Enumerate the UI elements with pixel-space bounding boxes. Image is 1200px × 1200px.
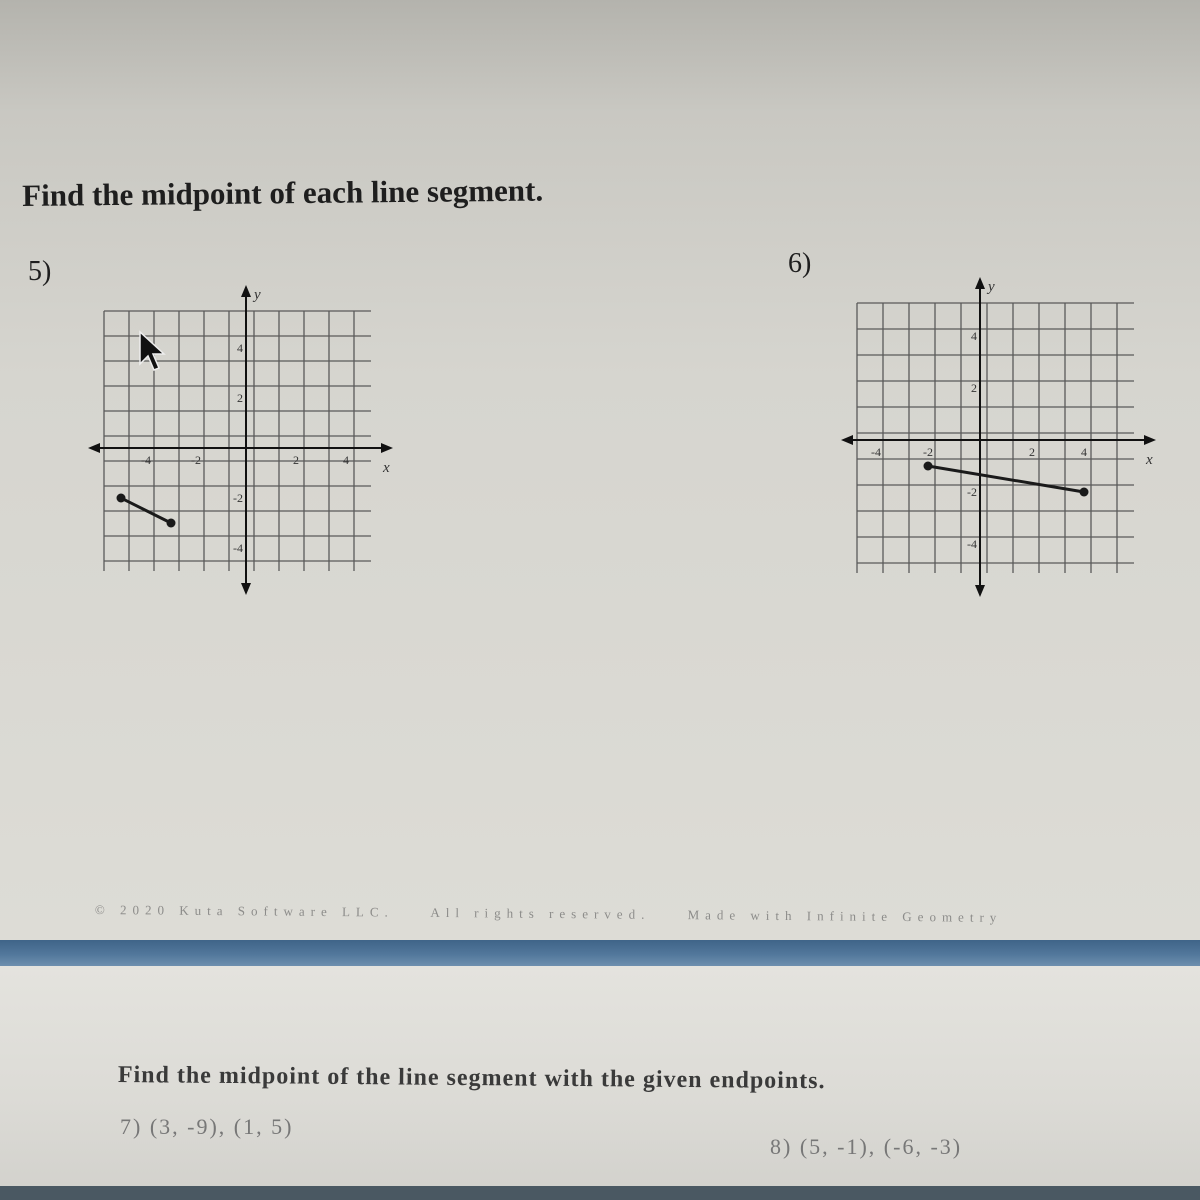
section-heading: Find the midpoint of each line segment. — [22, 172, 544, 213]
y-tick-label: -4 — [233, 541, 243, 555]
x-tick-label: -2 — [923, 445, 933, 459]
x-axis-arrow-right-icon — [381, 443, 393, 453]
problem-6-number: 6) — [788, 248, 812, 279]
segment-endpoint — [1080, 488, 1089, 497]
y-axis-arrow-down-icon — [241, 583, 251, 595]
x-tick-label: -4 — [871, 445, 881, 459]
x-tick-label: -2 — [191, 453, 201, 467]
y-tick-label: -2 — [233, 491, 243, 505]
y-axis-label: y — [988, 279, 995, 295]
y-axis-arrow-up-icon — [241, 285, 251, 297]
section2-heading: Find the midpoint of the line segment with the given endpoints. — [117, 1062, 826, 1095]
y-tick-label: 4 — [971, 329, 977, 343]
x-tick-label: 2 — [293, 453, 299, 467]
y-tick-label: 2 — [971, 381, 977, 395]
y-axis-arrow-up-icon — [975, 277, 985, 289]
coordinate-grid-6 — [830, 272, 1160, 602]
mouse-cursor — [136, 330, 170, 374]
x-axis-arrow-left-icon — [841, 435, 853, 445]
x-axis-label: x — [383, 460, 390, 476]
y-tick-label: -4 — [967, 537, 977, 551]
footer-made-with: Made with Infinite Geometry — [687, 907, 1003, 925]
y-tick-label: -2 — [967, 485, 977, 499]
x-axis-label: x — [1146, 452, 1153, 468]
segment-endpoint — [924, 462, 933, 471]
line-segment — [928, 466, 1084, 492]
x-tick-label: 4 — [343, 453, 349, 467]
problem-7: 7) (3, -9), (1, 5) — [120, 1114, 294, 1139]
footer-copyright: © 2020 Kuta Software LLC. — [94, 902, 394, 920]
x-tick-label: 4 — [1081, 445, 1087, 459]
screen-bottom-edge — [0, 1186, 1200, 1200]
problem-6-graph — [830, 272, 1160, 602]
arrow-pointer-icon — [136, 330, 170, 374]
y-axis-arrow-down-icon — [975, 585, 985, 597]
segment-endpoint — [167, 519, 176, 528]
segment-endpoint — [117, 494, 126, 503]
y-tick-label: 2 — [237, 391, 243, 405]
x-tick-label: -4 — [141, 453, 151, 467]
footer-rights: All rights reserved. — [430, 904, 651, 922]
grid-lines — [857, 303, 1134, 573]
x-tick-label: 2 — [1029, 445, 1035, 459]
y-tick-label: 4 — [237, 341, 243, 355]
problem-8: 8) (5, -1), (-6, -3) — [770, 1134, 963, 1159]
page-divider — [0, 940, 1200, 966]
x-axis-arrow-right-icon — [1144, 435, 1156, 445]
problem-5-number: 5) — [28, 256, 52, 287]
y-axis-label: y — [254, 287, 261, 303]
